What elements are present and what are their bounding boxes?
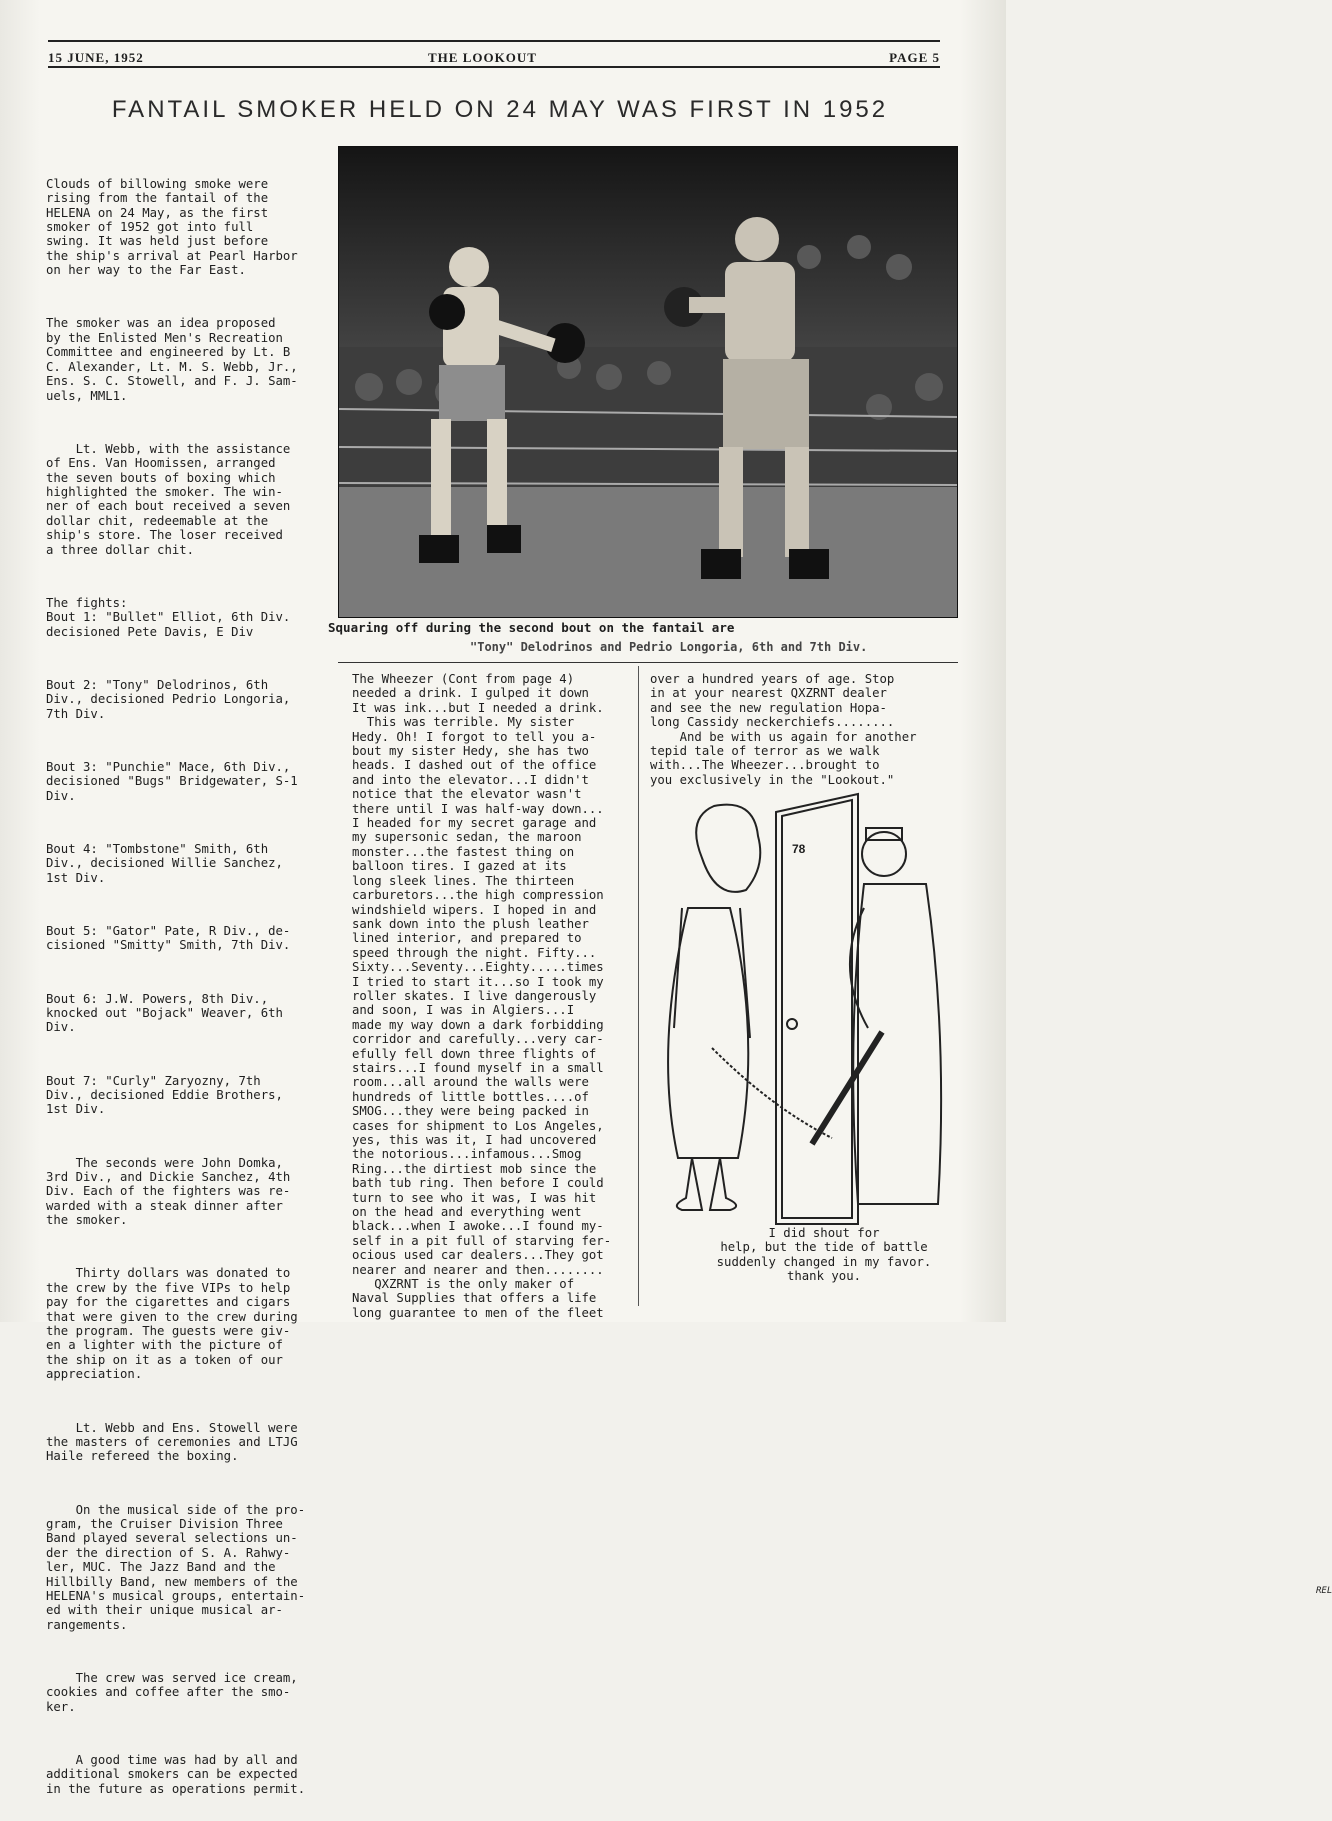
boxing-photo-image [339, 147, 957, 617]
column-divider [638, 666, 639, 1306]
photo-caption-line2: "Tony" Delodrinos and Pedrio Longoria, 6th and 7th Div. [470, 640, 868, 654]
article-paragraph: The smoker was an idea proposed by the Enlisted Men's Recreation Committee and engineered by Lt. B C. Alexander, Lt. M. S. Webb, Jr., Ens. S. C. Stowell, and F. J. Sam- uels, MML1. [46, 316, 298, 403]
wheezer-story: The Wheezer (Cont from page 4) needed a drink. I gulped it down It was ink...but I needed a drink. This was terrible. My sister Hedy. Oh! I forgot to tell you a- bout my sister Hedy, she has two heads. I dashed out of the office and into the elevator...I didn't notice that the elevator wasn't there until I was half-way down... I headed for my secret garage and my supersonic sedan, the maroon monster...the fastest thing on balloon tires. I gazed at its long sleek lines. The thirteen carburetors...the high compression windshield wipers. I hoped in and sank down into the plush leather lined interior, and prepared to speed through the night. Fifty... Sixty...Seventy...Eighty.....times I tried to start it...so I took my roller skates. I live dangerously and soon, I was in Algiers...I made my way down a dark forbidding corridor and carefully...very car- efully fell down three flights of stairs...I found myself in a small room...all around the walls were hundreds of little bottles....of SMOG...they were being packed in cases for shipment to Los Angeles, yes, this was it, I had uncovered the notorious...infamous...Smog Ring...the dirtiest mob since the bath tub ring. Then before I could turn to see who it was, I was hit on the head and everything went black...when I awoke...I found my- self in a pit full of starving fer- ocious used car dealers...They got nearer and nearer and then........ QXZRNT is the only maker of Naval Supplies that offers a life long guarantee to men of the fleet [352, 672, 612, 1320]
bout-result: The fights: Bout 1: "Bullet" Elliot, 6th Div. decisioned Pete Davis, E Div [46, 595, 291, 639]
article-paragraph: On the musical side of the pro- gram, the Cruiser Division Three Band played several selections un- der the direction of S. A. Rahwy- ler, MUC. The Jazz Band and the Hillbilly Band, new members of the HELENA's musical groups, entertain- ed with their unique musical ar- rangements. [46, 1502, 306, 1632]
door-number: 78 [792, 842, 806, 856]
article-paragraph: The crew was served ice cream, cookies and coffee after the smo- ker. [46, 1671, 298, 1714]
bout-result: Bout 7: "Curly" Zaryozny, 7th Div., decisioned Eddie Brothers, 1st Div. [46, 1073, 283, 1117]
header-rule-top [48, 40, 940, 42]
section-divider [338, 662, 958, 663]
bout-result: Bout 5: "Gator" Pate, R Div., de- cisioned "Smitty" Smith, 7th Div. [46, 923, 291, 953]
bout-result: Bout 4: "Tombstone" Smith, 6th Div., decisioned Willie Sanchez, 1st Div. [46, 841, 283, 885]
page-number: PAGE 5 [889, 50, 940, 65]
bout-result: Bout 2: "Tony" Delodrinos, 6th Div., decisioned Pedrio Longoria, 7th Div. [46, 677, 291, 721]
wheezer-story-end: over a hundred years of age. Stop in at your nearest QXZRNT dealer and see the new regulation Hopa- long Cassidy neckerchiefs........ And be with us again for another tepid tale of terror as we walk with...The Wheezer...brought to you exclusively in the "Lookout." [650, 672, 917, 787]
artist-signature: REL [1316, 1586, 1332, 1596]
smoker-article [46, 148, 324, 1821]
baton [812, 1032, 882, 1144]
article-paragraph: A good time was had by all and additional smokers can be expected in the future as operations permit. [46, 1753, 306, 1796]
police-cap [866, 828, 902, 840]
article-paragraph: Lt. Webb, with the assistance of Ens. Van Hoomissen, arranged the seven bouts of boxing which highlighted the smoker. The win- ner of each bout received a seven dollar chit, redeemable at the ship's store. The loser received a three dollar chit. [46, 441, 291, 557]
door-frame [776, 794, 858, 1224]
article-paragraph: Lt. Webb and Ens. Stowell were the masters of ceremonies and LTJG Haile refereed the boxing. [46, 1420, 298, 1464]
cartoon-caption: I did shout for help, but the tide of battle suddenly changed in my favor. thank you. [716, 1226, 932, 1284]
headline: FANTAIL SMOKER HELD ON 24 MAY WAS FIRST IN 1952 [111, 96, 889, 123]
article-paragraph: Clouds of billowing smoke were rising from the fantail of the HELENA on 24 May, as the first smoker of 1952 got into full swing. It was held just before the ship's arrival at Pearl Harbor on her way to the Far East. [46, 176, 298, 278]
issue-date: 15 JUNE, 1952 [48, 50, 144, 65]
bout-result: Bout 6: J.W. Powers, 8th Div., knocked out "Bojack" Weaver, 6th Div. [46, 991, 283, 1035]
page-header [48, 48, 940, 70]
door-knob [787, 1019, 797, 1029]
photo-caption-line1: Squaring off during the second bout on the fantail are [328, 620, 735, 635]
door [782, 800, 852, 1218]
bout-result: Bout 3: "Punchie" Mace, 6th Div., decisioned "Bugs" Bridgewater, S-1 Div. [46, 759, 298, 803]
article-paragraph: The seconds were John Domka, 3rd Div., and Dickie Sanchez, 4th Div. Each of the fighters was re- warded with a steak dinner after the smoker. [46, 1155, 291, 1228]
woman-head [696, 805, 760, 892]
paper-name: THE LOOKOUT [428, 50, 537, 65]
article-paragraph: Thirty dollars was donated to the crew by the five VIPs to help pay for the cigarettes and cigars that were given to the crew during the program. The guests were giv- en a lighter with the picture of the ship on it as a token of our appreciation. [46, 1266, 298, 1382]
header-rule-bottom [48, 66, 940, 68]
leash [712, 1048, 832, 1138]
man-body [853, 884, 941, 1204]
man-head [862, 832, 906, 876]
boxing-photo [338, 146, 958, 618]
